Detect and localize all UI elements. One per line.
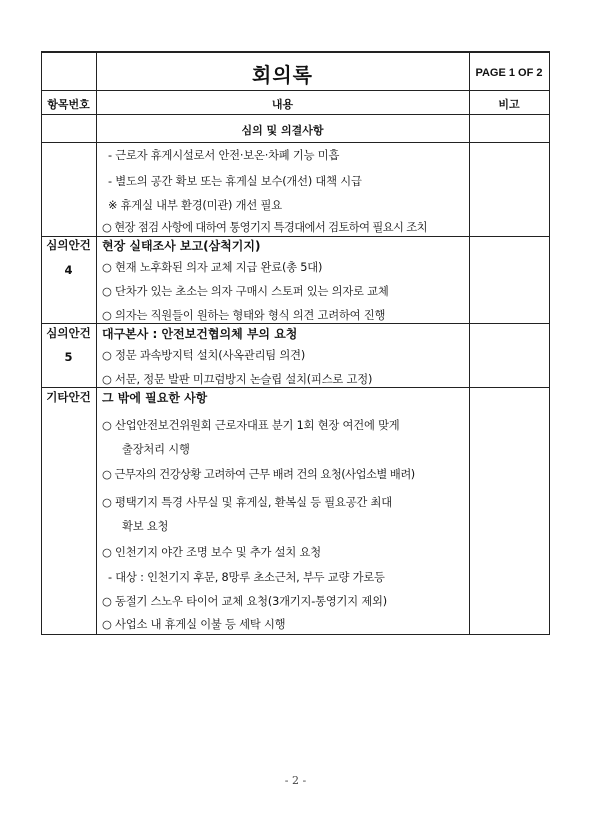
list-item: - 근로자 휴게시설로서 안전·보온·차폐 기능 미흡 — [108, 149, 340, 162]
list-item: ○ 의자는 직원들이 원하는 형태와 형식 의견 고려하여 진행 — [102, 309, 386, 322]
list-item: 확보 요청 — [122, 520, 169, 533]
column-header-content: 내용 — [271, 98, 294, 111]
row-line-header — [41, 114, 550, 115]
other-agenda-heading: 그 밖에 필요한 사항 — [102, 391, 208, 405]
list-item: ○ 평택기지 특경 사무실 및 휴게실, 환복실 등 필요공간 최대 — [102, 496, 392, 509]
row-line-section — [41, 142, 550, 143]
list-item: ○ 동절기 스노우 타이어 교체 요청(3개기지-통영기지 제외) — [102, 595, 387, 608]
list-item: ※ 휴게실 내부 환경(미관) 개선 필요 — [108, 199, 282, 212]
column-header-item-no: 항목번호 — [47, 98, 90, 111]
list-item: ○ 근무자의 건강상황 고려하여 근무 배려 건의 요청(사업소별 배려) — [102, 468, 415, 481]
list-item: ○ 현장 점검 사항에 대하여 통영기지 특경대에서 검토하여 필요시 조치 — [102, 221, 427, 234]
agenda-5-label: 심의안건 — [46, 326, 91, 340]
list-item: 출장처리 시행 — [122, 443, 190, 456]
column-divider-1 — [96, 51, 97, 635]
table-border-top — [41, 51, 550, 53]
other-agenda-label: 기타안건 — [46, 390, 91, 404]
table-border-bottom — [41, 634, 550, 635]
row-line-agenda5 — [41, 323, 550, 324]
list-item: ○ 현재 노후화된 의자 교체 지급 완료(총 5대) — [102, 261, 323, 274]
page-number: - 2 - — [284, 774, 307, 787]
agenda-4-heading: 현장 실태조사 보고(삼척기지) — [102, 239, 261, 253]
page-indicator: PAGE 1 OF 2 — [475, 67, 543, 79]
agenda-5-heading: 대구본사 : 안전보건협의체 부의 요청 — [102, 327, 298, 341]
page-title: 회의록 — [252, 63, 313, 87]
table-border-left — [41, 51, 42, 635]
agenda-5-number: 5 — [64, 350, 73, 364]
column-header-remarks: 비고 — [498, 98, 520, 111]
list-item: ○ 정문 과속방지턱 설치(사옥관리팀 의견) — [102, 349, 306, 362]
agenda-4-number: 4 — [64, 263, 73, 277]
row-line-title — [41, 90, 550, 91]
column-divider-2 — [469, 51, 470, 635]
list-item: - 대상 : 인천기지 후문, 8망루 초소근처, 부두 교량 가로등 — [108, 571, 385, 584]
table-border-right — [549, 51, 550, 635]
section-title: 심의 및 의결사항 — [241, 124, 324, 137]
list-item: - 별도의 공간 확보 또는 휴게실 보수(개선) 대책 시급 — [108, 175, 362, 188]
list-item: ○ 서문, 정문 발판 미끄럼방지 논슬립 설치(피스로 고정) — [102, 373, 373, 386]
list-item: ○ 인천기지 야간 조명 보수 및 추가 설치 요청 — [102, 546, 321, 559]
list-item: ○ 산업안전보건위원회 근로자대표 분기 1회 현장 여건에 맞게 — [102, 419, 400, 432]
agenda-4-label: 심의안건 — [46, 238, 91, 252]
row-line-other — [41, 387, 550, 388]
list-item: ○ 사업소 내 휴게실 이불 등 세탁 시행 — [102, 618, 286, 631]
list-item: ○ 단차가 있는 초소는 의자 구매시 스토퍼 있는 의자로 교체 — [102, 285, 389, 298]
